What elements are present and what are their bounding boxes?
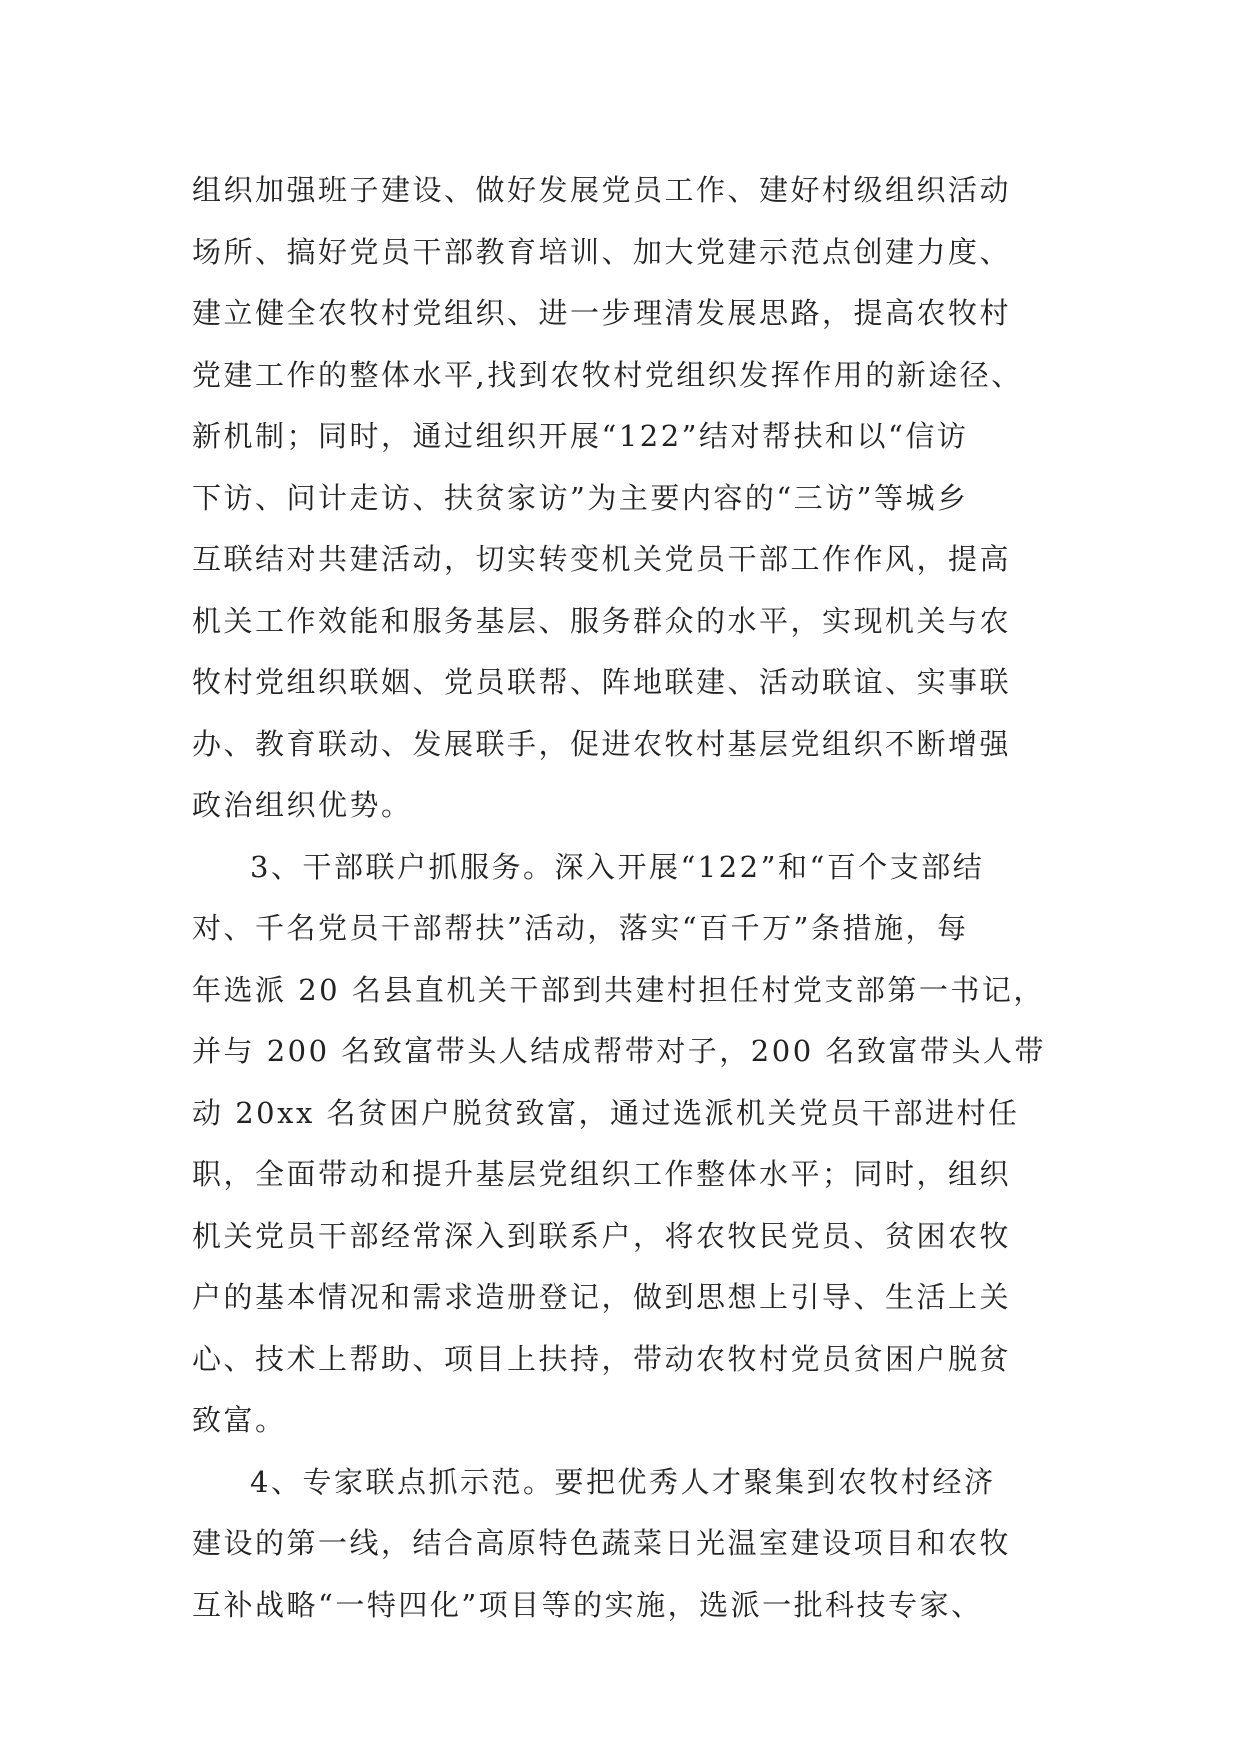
text-line: 党建工作的整体水平,找到农牧村党组织发挥作用的新途径、 [192,357,1023,392]
text-line: 政治组织优势。 [192,788,413,822]
text-line: 职，全面带动和提升基层党组织工作整体水平；同时，组织 [192,1157,1012,1191]
text-line: 牧村党组织联姻、党员联帮、阵地联建、活动联谊、实事联 [192,665,1012,699]
text-line: 场所、搞好党员干部教育培训、加大党建示范点创建力度、 [192,234,1012,269]
text-line: 户的基本情况和需求造册登记，做到思想上引导、生活上关 [192,1280,1012,1314]
text-line: 互补战略“一特四化”项目等的实施，选派一批科技专家、 [192,1587,983,1622]
text-line: 机关党员干部经常深入到联系户，将农牧民党员、贫困农牧 [192,1218,1012,1253]
text-line: 建立健全农牧村党组织、进一步理清发展思路，提高农牧村 [192,296,1012,330]
text-line: 心、技术上帮助、项目上扶持，带动农牧村党员贫困户脱贫 [192,1341,1012,1376]
text-line: 互联结对共建活动，切实转变机关党员干部工作作风，提高 [192,542,1012,576]
text-line: 新机制；同时，通过组织开展“122”结对帮扶和以“信访 [192,419,969,453]
text-line: 致富。 [192,1403,287,1437]
text-line: 办、教育联动、发展联手，促进农牧村基层党组织不断增强 [192,726,1012,761]
text-line: 并与 200 名致富带头人结成帮带对子，200 名致富带头人带 [192,1034,1046,1068]
text-line: 动 20xx 名贫困户脱贫致富，通过选派机关党员干部进村任 [192,1095,1020,1130]
text-line: 组织加强班子建设、做好发展党员工作、建好村级组织活动 [192,173,1012,207]
paragraph-start-line: 3、干部联户抓服务。深入开展“122”和“百个支部结 [250,849,985,884]
text-line: 机关工作效能和服务基层、服务群众的水平，实现机关与农 [192,603,1012,638]
text-line: 年选派 20 名县直机关干部到共建村担任村党支部第一书记， [192,972,1045,1007]
text-line: 下访、问计走访、扶贫家访”为主要内容的“三访”等城乡 [192,480,969,515]
paragraph-start-line: 4、专家联点抓示范。要把优秀人才聚集到农牧村经济 [250,1464,996,1499]
body-text [192,160,1062,1636]
text-line: 建设的第一线，结合高原特色蔬菜日光温室建设项目和农牧 [192,1526,1012,1560]
text-line: 对、千名党员干部帮扶”活动，落实“百千万”条措施，每 [192,911,969,945]
